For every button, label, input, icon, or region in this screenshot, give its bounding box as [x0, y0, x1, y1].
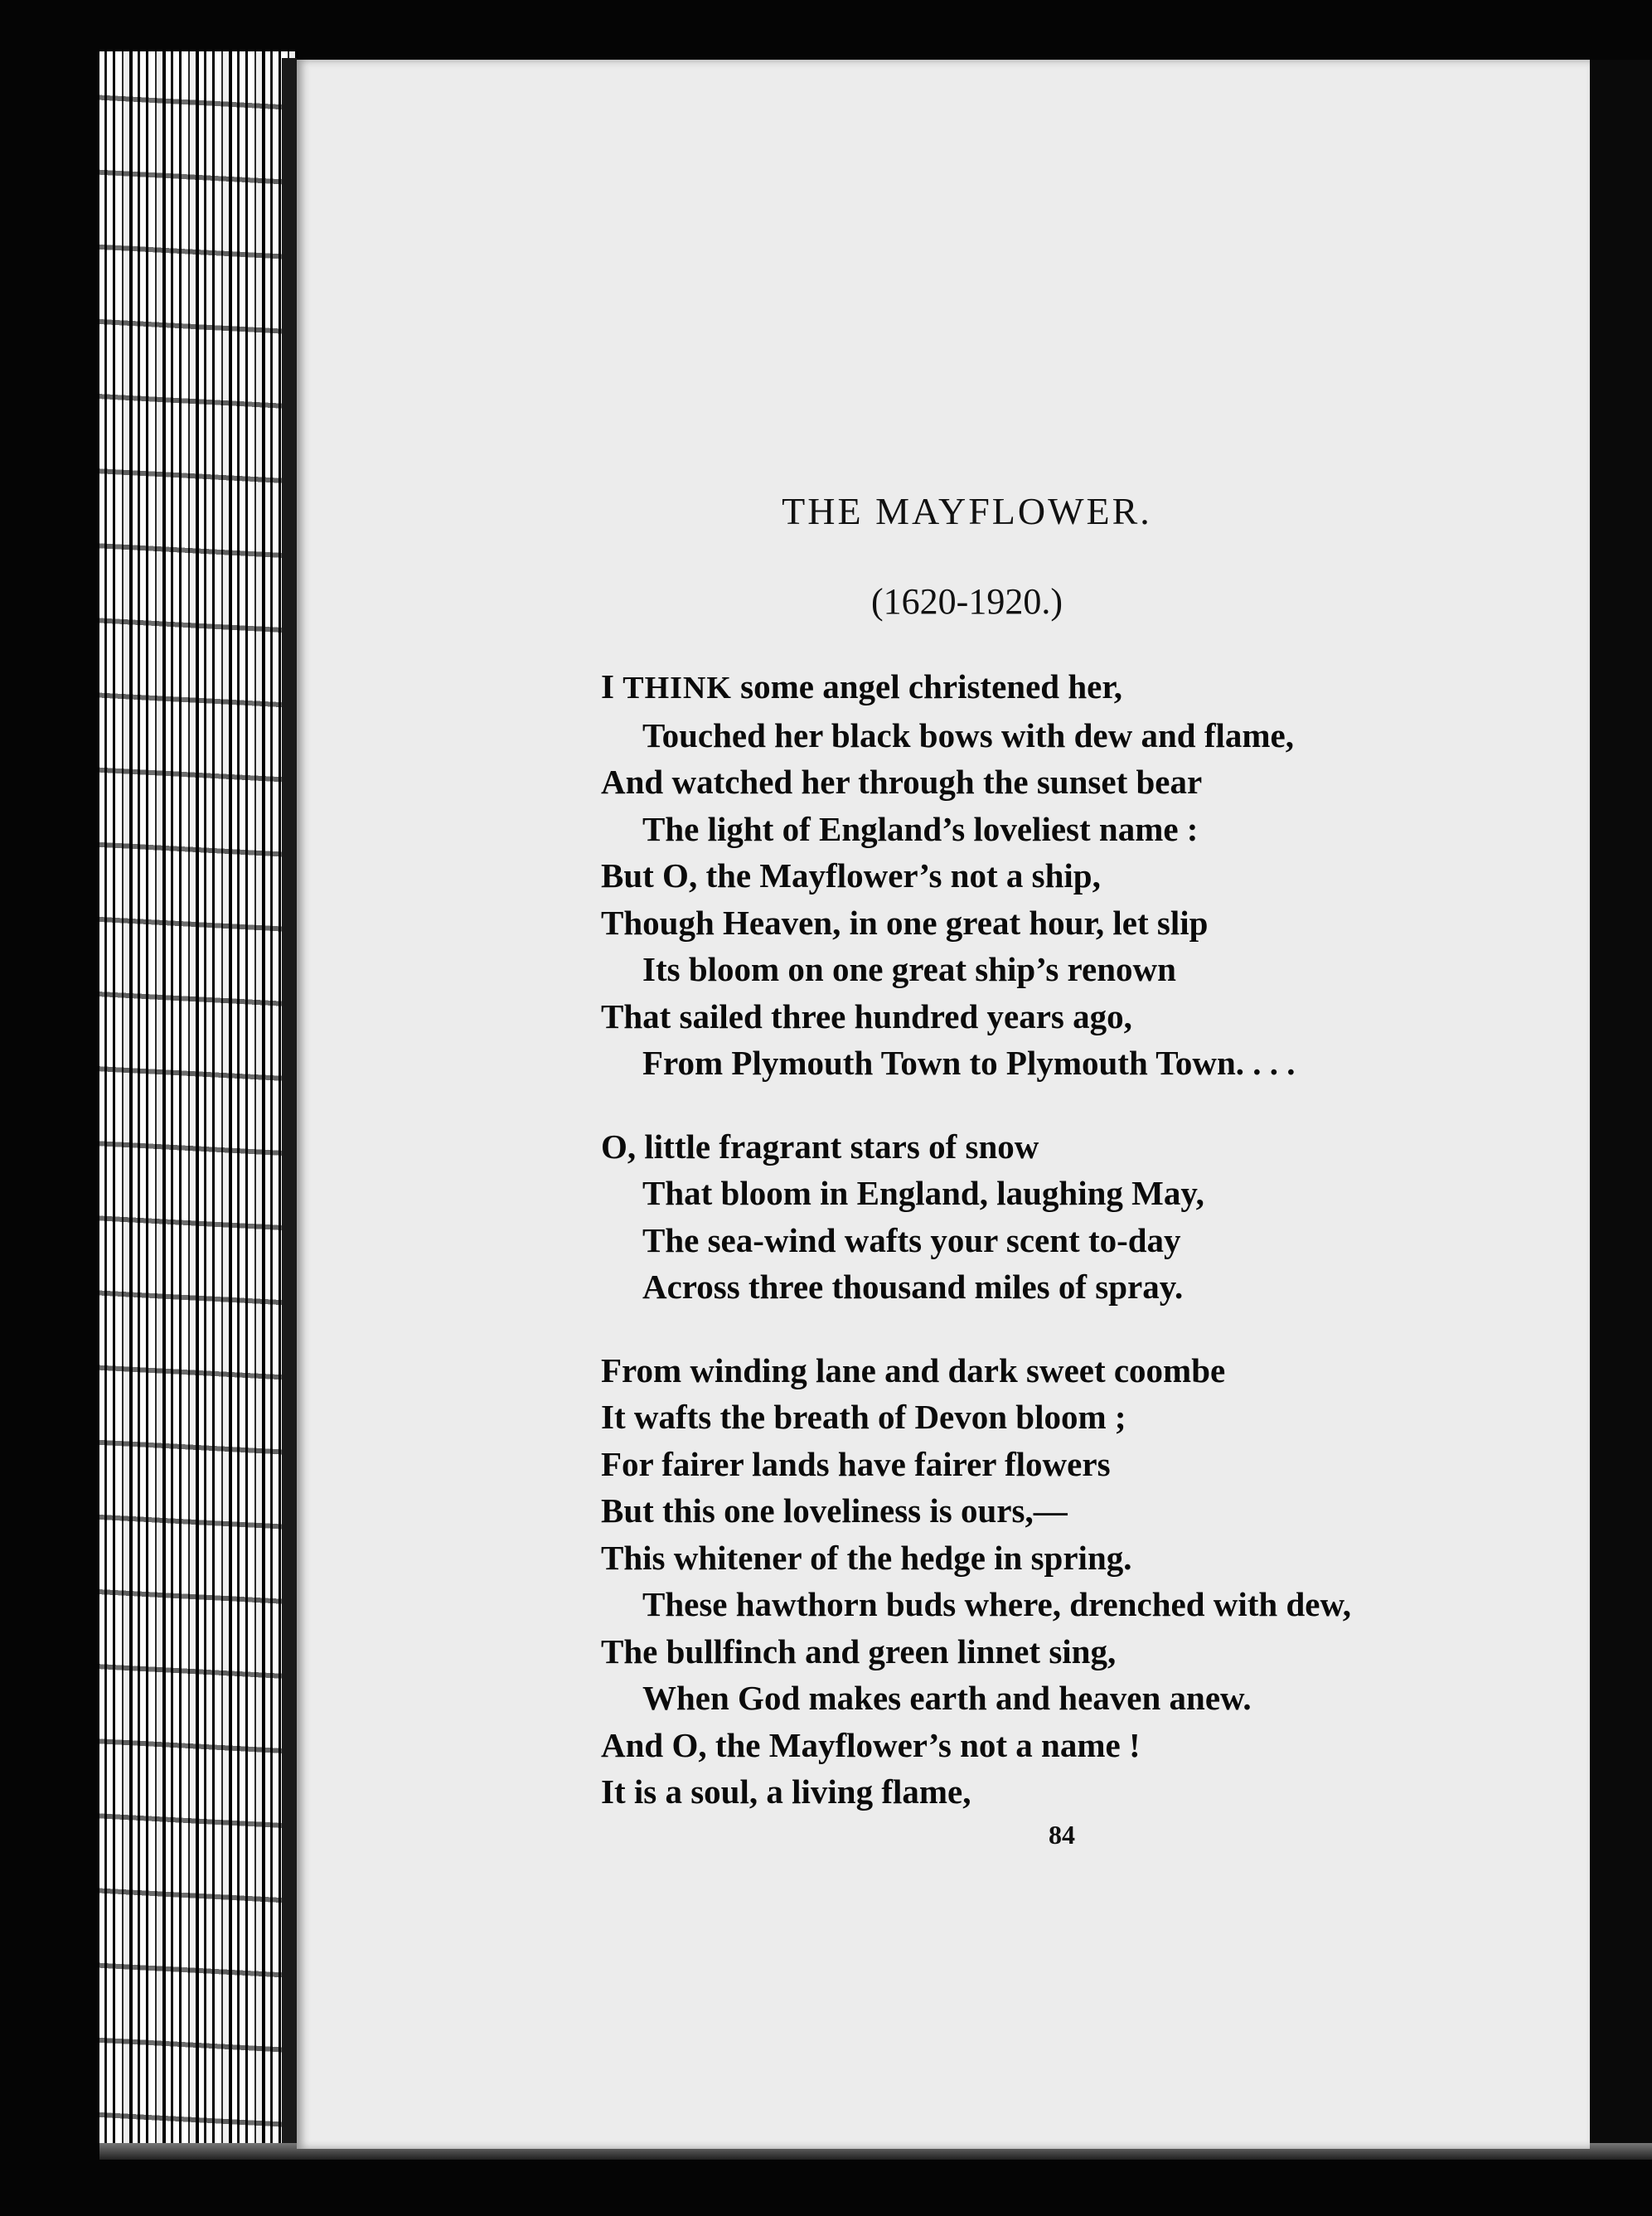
poem-line: When God makes earth and heaven anew. — [642, 1679, 1252, 1717]
poem-line: From winding lane and dark sweet coombe — [601, 1350, 1226, 1389]
poem-body — [601, 663, 1529, 1852]
poem-line: Across three thousand miles of spray. — [642, 1268, 1184, 1306]
stanza — [601, 1347, 1529, 1816]
poem-line: And watched her through the sunset bear — [601, 763, 1203, 801]
poem-line: But O, the Mayflower’s not a ship, — [601, 856, 1101, 895]
poem-line: The bullfinch and green linnet sing, — [601, 1632, 1117, 1670]
stanza — [601, 663, 1529, 1087]
poem-line-first — [601, 663, 1529, 712]
poem-line: And O, the Mayflower’s not a name ! — [601, 1725, 1141, 1764]
poem-dates: (1620-1920.) — [871, 581, 1063, 622]
poem-line: But this one loveliness is ours,— — [601, 1491, 1068, 1530]
stanza — [601, 1123, 1529, 1311]
poem-line: These hawthorn buds where, drenched with dew, — [642, 1585, 1352, 1623]
poem-line: That sailed three hundred years ago, — [601, 996, 1132, 1035]
poem-line: It is a soul, a living flame, — [601, 1772, 971, 1811]
poem-line: From Plymouth Town to Plymouth Town. . . . — [642, 1044, 1296, 1082]
poem-line: For fairer lands have fairer flowers — [601, 1444, 1111, 1483]
poem-line: Its bloom on one great ship’s renown — [642, 950, 1176, 988]
right-scan-edge — [1590, 60, 1652, 2149]
poem-line: The light of England’s loveliest name : — [642, 809, 1199, 848]
poem-line: O, little fragrant stars of snow — [601, 1127, 1039, 1166]
poem-line: This whitener of the hedge in spring. — [601, 1538, 1132, 1577]
page-gutter — [282, 58, 297, 2147]
poem-line: The sea-wind wafts your scent to-day — [642, 1220, 1181, 1259]
poem-line: Though Heaven, in one great hour, let slip — [601, 903, 1209, 942]
page-number: 84 — [1049, 1820, 1075, 1850]
poem-line: Touched her black bows with dew and flame, — [642, 715, 1294, 754]
poem-title: THE MAYFLOWER. — [782, 490, 1152, 532]
poem-line: It wafts the breath of Devon bloom ; — [601, 1398, 1126, 1436]
smallcaps-word: THINK — [623, 671, 732, 706]
book-fore-edge — [99, 51, 298, 2149]
first-line-rest: some angel christened her, — [731, 667, 1123, 706]
poem-line: That bloom in England, laughing May, — [642, 1174, 1204, 1212]
first-word: I — [601, 667, 614, 706]
